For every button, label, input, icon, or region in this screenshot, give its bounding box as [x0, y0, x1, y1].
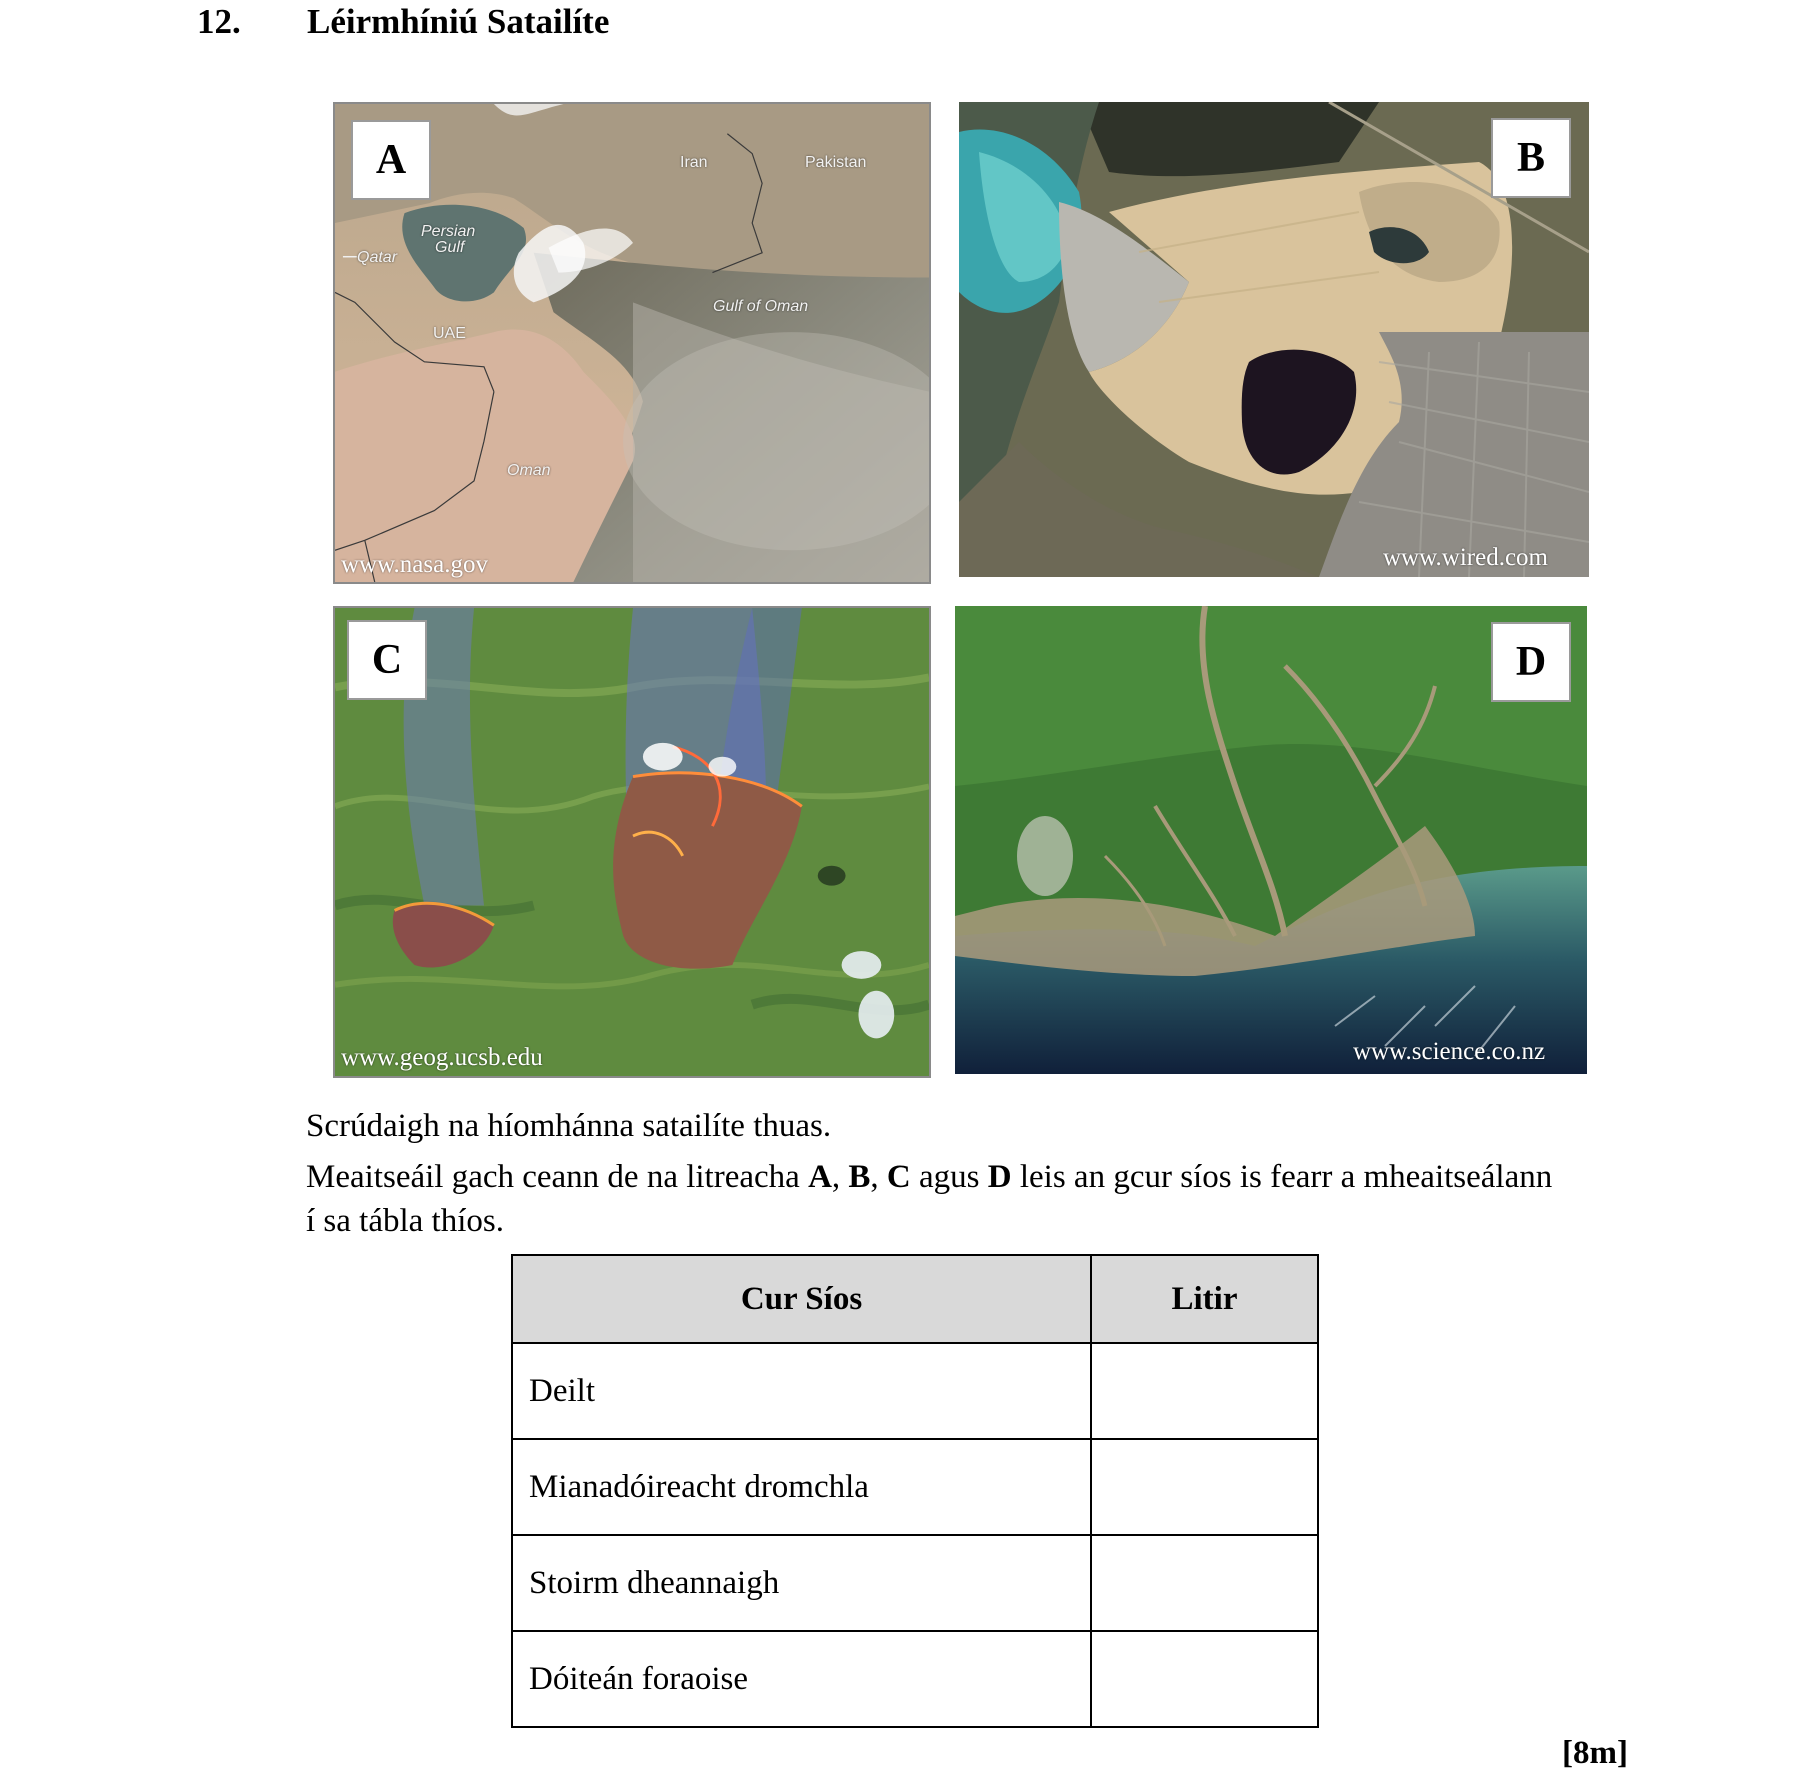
table-row	[512, 1631, 1318, 1727]
header-letter: Litir	[1091, 1255, 1318, 1343]
header-description: Cur Síos	[512, 1255, 1091, 1343]
marks-label: [8m]	[1562, 1735, 1628, 1771]
image-letter-b: B	[1491, 118, 1571, 198]
image-source-a: www.nasa.gov	[341, 551, 488, 578]
table-row	[512, 1343, 1318, 1439]
table-header-row	[512, 1255, 1318, 1343]
letter-answer-cell[interactable]	[1091, 1343, 1318, 1439]
image-source-b: www.wired.com	[1383, 544, 1549, 571]
table-row	[512, 1439, 1318, 1535]
question-number: 12.	[197, 2, 241, 41]
description-cell: Mianadóireacht dromchla	[512, 1439, 1091, 1535]
satellite-image-d	[955, 606, 1587, 1074]
map-label-iran: Iran	[680, 154, 708, 171]
answer-table	[511, 1254, 1319, 1728]
instruction-line-2: Meaitseáil gach ceann de na litreacha A, B, C agus D leis an gcur síos is fearr a mheaitseálann í sa tábla thíos.	[306, 1159, 1553, 1239]
letter-answer-cell[interactable]	[1091, 1631, 1318, 1727]
image-letter-c: C	[347, 620, 427, 700]
description-cell: Dóiteán foraoise	[512, 1631, 1091, 1727]
question-title: Léirmhíniú Satailíte	[307, 2, 610, 41]
satellite-image-b	[959, 102, 1589, 577]
letter-answer-cell[interactable]	[1091, 1439, 1318, 1535]
image-source-d: www.science.co.nz	[1353, 1038, 1546, 1065]
image-letter-a: A	[351, 120, 431, 200]
map-label-uae: UAE	[433, 325, 466, 342]
map-label-pakistan: Pakistan	[805, 154, 867, 171]
description-cell: Deilt	[512, 1343, 1091, 1439]
satellite-image-a	[333, 102, 931, 584]
map-label-gulf: Gulf	[435, 239, 465, 256]
letter-answer-cell[interactable]	[1091, 1535, 1318, 1631]
map-label-qatar: Qatar	[357, 249, 398, 266]
image-letter-d: D	[1491, 622, 1571, 702]
map-label-oman: Oman	[507, 462, 551, 479]
map-label-gulf-of-oman: Gulf of Oman	[713, 298, 809, 315]
map-label-persian: Persian	[421, 223, 476, 240]
satellite-image-c	[333, 606, 931, 1078]
instruction-line-1: Scrúdaigh na híomhánna satailíte thuas.	[306, 1108, 832, 1144]
table-row	[512, 1535, 1318, 1631]
image-source-c: www.geog.ucsb.edu	[341, 1044, 543, 1071]
description-cell: Stoirm dheannaigh	[512, 1535, 1091, 1631]
